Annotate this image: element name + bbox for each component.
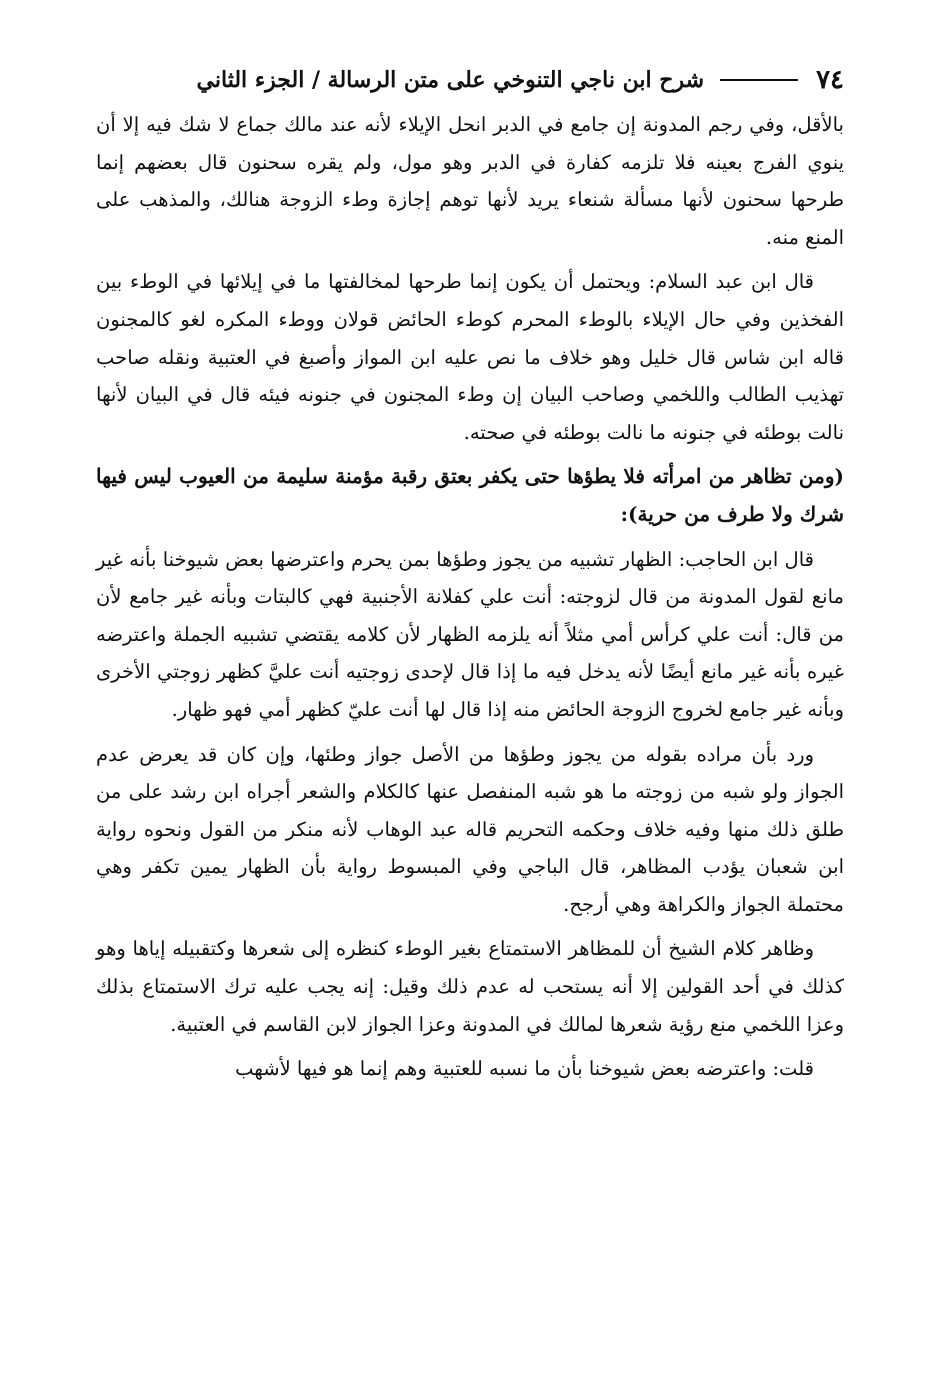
paragraph: قال ابن عبد السلام: ويحتمل أن يكون إنما طرحها لمخالفتها ما في إيلائها في الوطء بين الفخذين وفي حال الإيلاء بالوطء المحرم كوطء الحائض قولان ووطء المكره لغو كالمجنون قاله ابن شاس قال خليل وهو خلاف ما نص عليه ابن المواز وأصبغ في العتبية ونقله صاحب تهذيب الطالب واللخمي وصاحب البيان إن وطء المجنون في جنونه فيئه قال في البيان لأنها نالت بوطئه في جنونه ما نالت بوطئه في صحته. [96,270,844,444]
header-rule [720,79,798,81]
matn-paragraph: (ومن تظاهر من امرأته فلا يطؤها حتى يكفر بعتق رقبة مؤمنة سليمة من العيوب ليس فيها شرك ولا طرف من حرية): [96,464,844,526]
page-header [96,60,844,100]
body-text [96,106,844,1088]
paragraph: قلت: واعترضه بعض شيوخنا بأن ما نسبه للعتبية وهم إنما هو فيها لأشهب [235,1057,814,1081]
book-page [96,60,844,1095]
running-title: شرح ابن ناجي التنوخي على متن الرسالة / الجزء الثاني [196,67,705,93]
paragraph: ورد بأن مراده بقوله من يجوز وطؤها من الأصل جواز وطئها، وإن كان قد يعرض عدم الجواز ولو شبه من زوجته ما هو شبه المنفصل عنها كالكلام والشعر أجراه ابن رشد على من طلق ذلك منها وفيه خلاف وحكمه التحريم قاله عبد الوهاب لأنه منكر من القول ونحوه رواية ابن شعبان يؤدب المظاهر، قال الباجي وفي المبسوط رواية بأن الظهار يمين تكفر وهي محتملة الجواز والكراهة وهي أرجح. [96,742,844,916]
paragraph: بالأقل، وفي رجم المدونة إن جامع في الدبر انحل الإيلاء لأنه عند مالك جماع لا شك فيه إلا أن ينوي الفرج بعينه فلا تلزمه كفارة في الدبر وهو مول، ولم يقره سحنون قال بعضهم إنما طرحها سحنون لأنها مسألة شنعاء يريد لأنها توهم إجازة وطء الزوجة هنالك، والمذهب على المنع منه. [96,113,844,249]
paragraph: وظاهر كلام الشيخ أن للمظاهر الاستمتاع بغير الوطء كنظره إلى شعرها وكتقبيله إياها وهو كذلك في أحد القولين إلا أنه يستحب له عدم ذلك وقيل: إنه يجب عليه ترك الاستمتاع بذلك وعزا اللخمي منع رؤية شعرها لمالك في المدونة وعزا الجواز لابن القاسم في العتبية. [96,937,844,1036]
paragraph: قال ابن الحاجب: الظهار تشبيه من يجوز وطؤها بمن يحرم واعترضها بعض شيوخنا بأنه غير مانع لقول المدونة من قال لزوجته: أنت علي كفلانة الأجنبية فهي كالبتات وبأنه غير جامع لأن من قال: أنت علي كرأس أمي مثلاً أنه يلزمه الظهار لأن كلامه يقتضي تشبيه الجملة واعترضه غيره بأنه غير مانع أيضًا لأنه يدخل فيه ما إذا قال لإحدى زوجتيه أنت عليَّ كظهر زوجتي الأخرى وبأنه غير جامع لخروج الزوجة الحائض منه إذا قال لها أنت عليّ كظهر أمي فهو ظهار. [96,547,844,721]
page-number: ٧٤ [816,65,844,95]
